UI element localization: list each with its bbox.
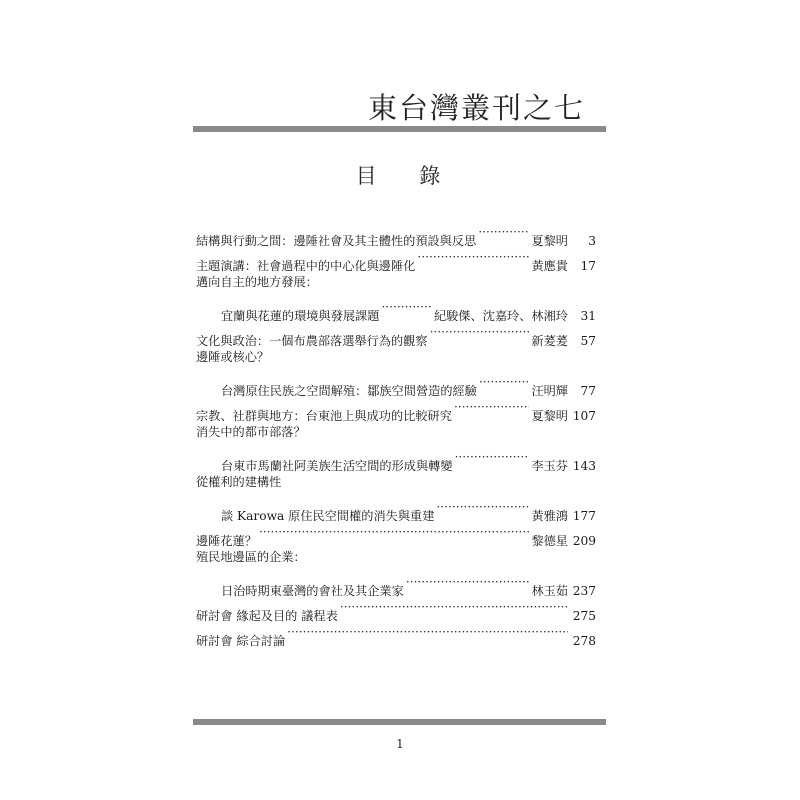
entry-title: 宜蘭與花蓮的環境與發展課題 (221, 309, 380, 323)
leader-dots (453, 445, 530, 470)
entry-author: 林玉茹 (531, 584, 568, 598)
entry-author: 夏黎明 (531, 409, 568, 423)
entry-page: 57 (580, 334, 596, 348)
entry-title: 邊陲花蓮？ (196, 534, 257, 548)
entry-author: 紀駿傑、沈嘉玲、林湘玲 (433, 309, 568, 323)
leader-dots (452, 395, 530, 420)
entry-title: 台灣原住民族之空間解殖：鄒族空間營造的經驗 (221, 384, 477, 398)
entry-title: 主題演講：社會過程中的中心化與邊陲化 (196, 259, 416, 273)
entry-title: 台東市馬蘭社阿美族生活空間的形成與轉變 (221, 459, 453, 473)
top-divider (193, 126, 606, 132)
entry-page: 209 (572, 534, 596, 548)
leader-dots (428, 320, 530, 345)
entry-title: 研討會 緣起及目的 議程表 (196, 609, 338, 623)
page-number: 1 (396, 737, 404, 751)
entry-title: 宗教、社群與地方：台東池上與成功的比較研究 (196, 409, 452, 423)
series-title: 東台灣叢刊之七 (367, 91, 585, 125)
entry-page: 31 (580, 309, 596, 323)
entry-author: 黃應貴 (531, 259, 568, 273)
entry-page: 143 (572, 459, 596, 473)
leader-dots (404, 570, 530, 595)
entry-heading: 邁向自主的地方發展： (196, 275, 318, 289)
leader-dots (434, 495, 529, 520)
toc-heading: 目 錄 (355, 164, 459, 188)
entry-author: 黃雅鴻 (531, 509, 568, 523)
entry-heading: 消失中的都市部落？ (196, 425, 306, 439)
entry-author: 汪明輝 (531, 384, 568, 398)
entry-author: 夏黎明 (531, 234, 568, 248)
entry-page: 3 (588, 234, 596, 248)
leader-dots (476, 220, 529, 245)
entry-title: 結構與行動之間：邊陲社會及其主體性的預設與反思 (196, 234, 477, 248)
entry-author: 黎德星 (531, 534, 568, 548)
leader-dots (379, 295, 432, 320)
entry-title: 文化與政治：一個布農部落選舉行為的觀察 (196, 334, 428, 348)
entry-page: 107 (572, 409, 596, 423)
entry-title: 談 Karowa 原住民空間權的消失與重建 (221, 509, 435, 523)
entry-page: 177 (572, 509, 596, 523)
entry-page: 275 (572, 609, 596, 623)
entry-page: 278 (572, 634, 596, 648)
table-of-contents (196, 220, 596, 648)
entry-author: 新萲萲 (531, 334, 568, 348)
entry-title: 研討會 綜合討論 (196, 634, 286, 648)
entry-heading: 從權利的建構性 (196, 475, 282, 489)
leader-dots (415, 245, 529, 270)
leader-dots (257, 520, 530, 545)
entry-page: 17 (580, 259, 596, 273)
leader-dots (477, 370, 530, 395)
leader-dots (338, 595, 568, 620)
bottom-divider (193, 719, 606, 725)
entry-author: 李玉芬 (531, 459, 568, 473)
entry-heading: 殖民地邊區的企業： (196, 550, 306, 564)
entry-title: 日治時期東臺灣的會社及其企業家 (221, 584, 404, 598)
entry-page: 77 (580, 384, 596, 398)
entry-page: 237 (572, 584, 596, 598)
entry-heading: 邊陲或核心？ (196, 350, 270, 364)
leader-dots (285, 620, 568, 645)
toc-entry[interactable] (196, 220, 596, 248)
